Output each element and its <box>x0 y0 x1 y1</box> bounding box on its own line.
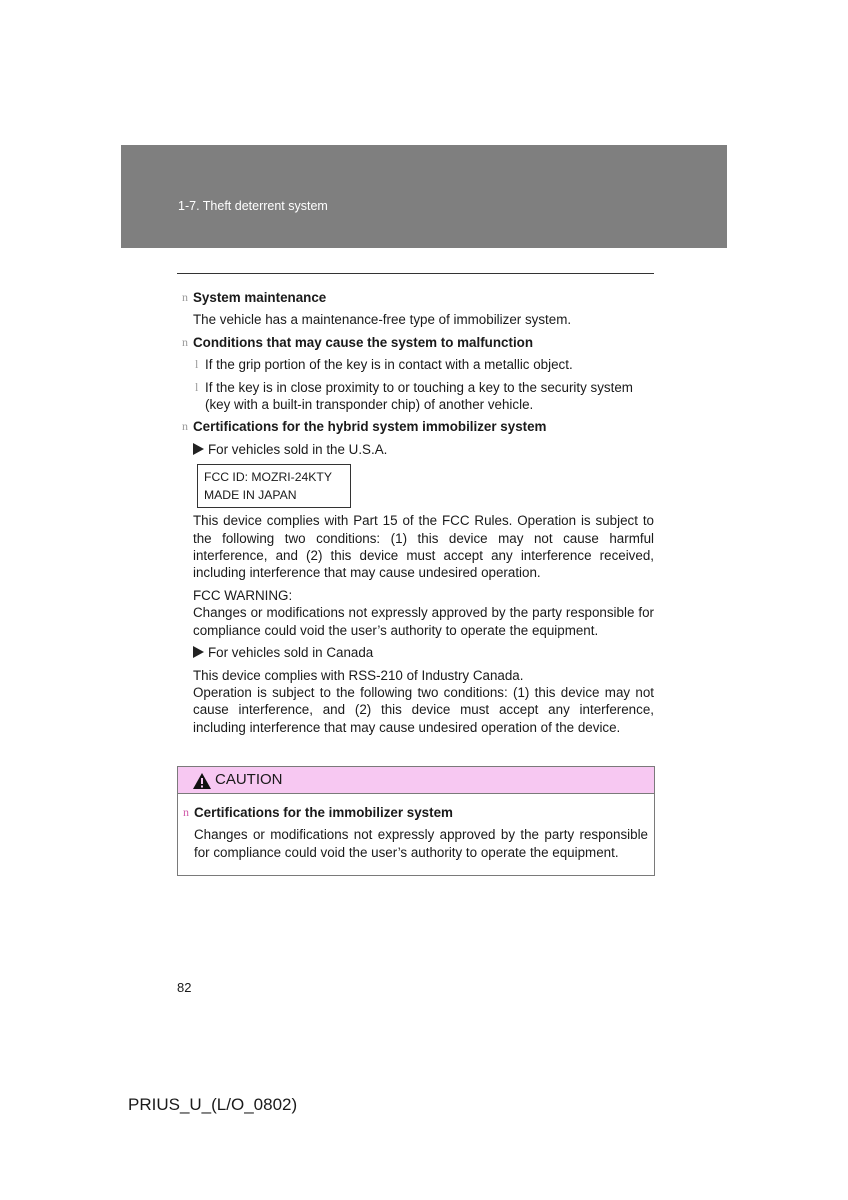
bullet-icon: n <box>183 805 189 819</box>
caution-header <box>178 767 654 794</box>
fcc-id-box <box>197 464 351 508</box>
canada-label: For vehicles sold in Canada <box>177 644 654 661</box>
bullet-icon: n <box>182 334 188 349</box>
canada-compliance-text: This device complies with RSS-210 of Industry Canada. <box>193 667 524 683</box>
header-band <box>121 145 727 248</box>
fcc-compliance-text: This device complies with Part 15 of the FCC Rules. Operation is subject to the following two conditions: (1) this device may not cause harmful interference, and (2) this device must accept any interference received, including interference that may cause undesired operation. <box>193 513 654 581</box>
list-item: l If the key is in close proximity to or touching a key to the security system (key with a built-in transponder chip) of another vehicle. <box>195 379 633 413</box>
arrow-right-icon <box>193 646 204 658</box>
section-heading-maintenance: n System maintenance <box>182 290 327 305</box>
fcc-warning-text: Changes or modifications not expressly approved by the party responsible for compliance could void the user’s authority to operate the equipment. <box>193 605 654 638</box>
bullet-icon: n <box>182 419 188 434</box>
canada-conditions-text: Operation is subject to the following two conditions: (1) this device may not cause interference, and (2) this device must accept any interference, including interference that may cause undesired operation of the device. <box>193 684 654 735</box>
arrow-right-icon <box>193 443 204 455</box>
caution-title: CAUTION <box>215 771 283 788</box>
made-in: MADE IN JAPAN <box>204 488 297 503</box>
maintenance-text: The vehicle has a maintenance-free type of immobilizer system. <box>193 312 572 328</box>
page-number: 82 <box>177 980 192 995</box>
caution-box <box>177 766 655 876</box>
caution-text: Changes or modifications not expressly approved by the party responsible for compliance could void the user’s authority to operate the equipment. <box>194 827 648 860</box>
main-content <box>177 289 654 741</box>
bullet-icon: n <box>182 290 188 304</box>
caution-body <box>178 794 654 861</box>
section-heading-malfunction: n Conditions that may cause the system to malfunction <box>182 334 534 350</box>
fcc-id: FCC ID: MOZRI-24KTY <box>204 470 332 485</box>
footer-code: PRIUS_U_(L/O_0802) <box>128 1095 298 1114</box>
list-item: l If the grip portion of the key is in contact with a metallic object. <box>195 357 573 373</box>
warning-icon <box>192 772 212 790</box>
list-marker-icon: l <box>195 379 199 394</box>
fcc-warning-label: FCC WARNING: <box>193 587 293 603</box>
list-marker-icon: l <box>195 357 199 372</box>
caution-heading: n Certifications for the immobilizer system <box>183 805 453 820</box>
usa-label: For vehicles sold in the U.S.A. <box>177 441 654 458</box>
section-heading-certifications: n Certifications for the hybrid system immobilizer system <box>182 419 547 435</box>
section-title: 1-7. Theft deterrent system <box>178 199 328 213</box>
divider <box>177 273 654 274</box>
